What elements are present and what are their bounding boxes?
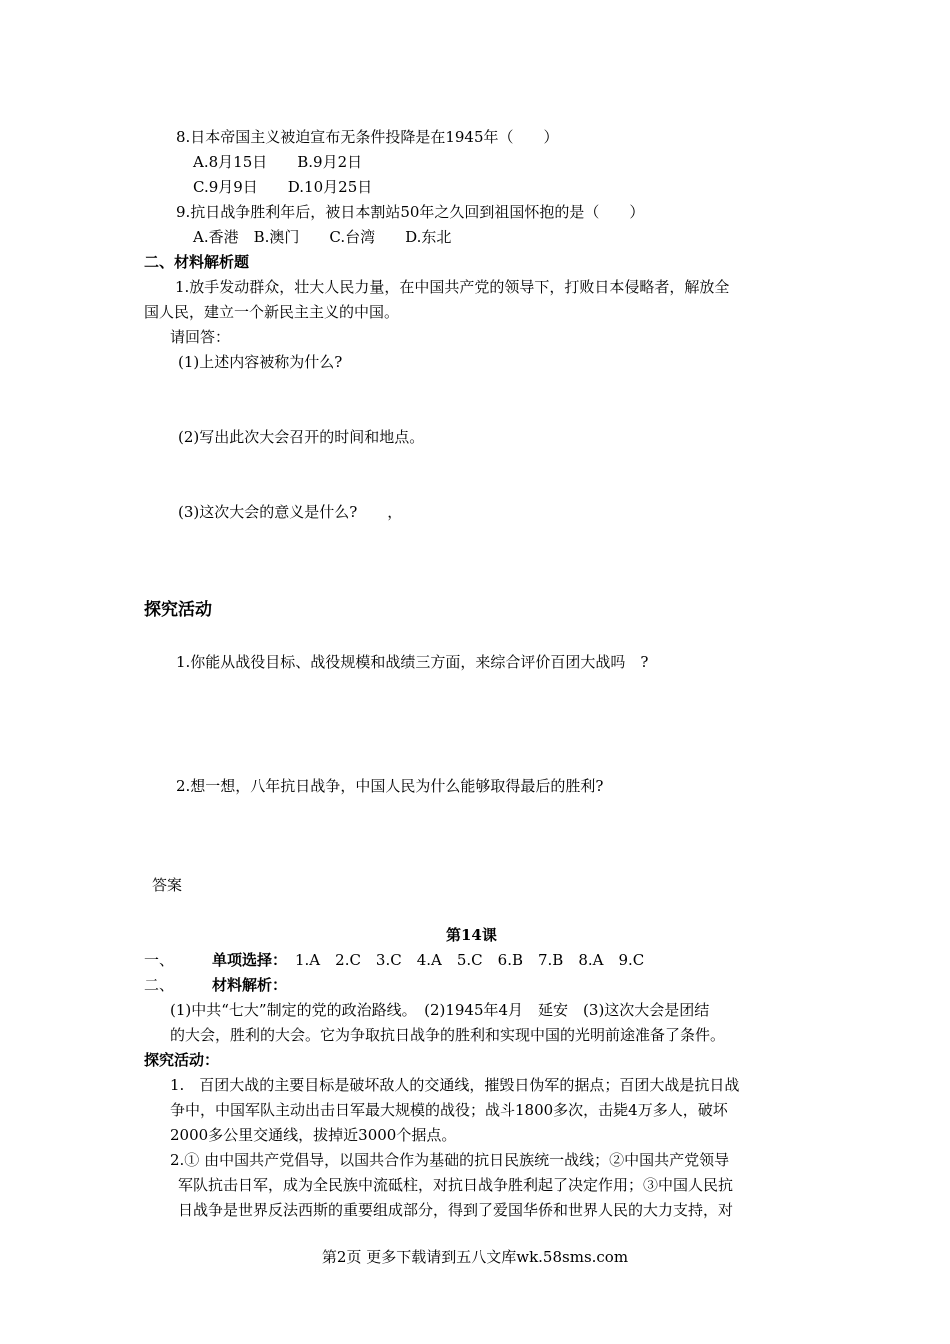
explore-question-1: 1.你能从战役目标、战役规模和战绩三方面，来综合评价百团大战吗 ? — [176, 653, 649, 671]
answer-explore-2-line2: 军队抗击日军，成为全民族中流砥柱，对抗日战争胜利起了决定作用；③中国人民抗 — [178, 1176, 734, 1194]
question-9-options: A.香港 B.澳门 C.台湾 D.东北 — [193, 228, 452, 246]
question-8-options-row2: C.9月9日 D.10月25日 — [193, 178, 373, 196]
answer-mc-values: 1.A 2.C 3.C 4.A 5.C 6.B 7.B 8.A 9.C — [295, 951, 645, 969]
material-passage-line1: 1.放手发动群众，壮大人民力量，在中国共产党的领导下，打败日本侵略者，解放全 — [175, 278, 730, 296]
page-footer: 第2页 更多下载请到五八文库wk.58sms.com — [321, 1248, 629, 1266]
question-8-options-row1: A.8月15日 B.9月2日 — [193, 153, 363, 171]
answer-material-line2: 的大会，胜利的大会。它为争取抗日战争的胜利和实现中国的光明前途准备了条件。 — [170, 1026, 726, 1044]
material-subquestion-2: (2)写出此次大会召开的时间和地点。 — [178, 428, 425, 446]
answer-explore-label: 探究活动： — [144, 1051, 220, 1069]
explore-question-2: 2.想一想，八年抗日战争，中国人民为什么能够取得最后的胜利? — [176, 777, 604, 795]
answer-explore-1-line3: 2000多公里交通线，拔掉近3000个据点。 — [170, 1126, 457, 1144]
answer-material-label: 材料解析： — [212, 976, 288, 994]
material-passage-line2: 国人民，建立一个新民主主义的中国。 — [144, 303, 400, 321]
lesson-title: 第14课 — [446, 926, 497, 944]
answers-label: 答案 — [152, 876, 183, 894]
material-prompt: 请回答： — [170, 328, 231, 346]
answer-mc-number: 一、 — [144, 951, 175, 969]
answer-material-number: 二、 — [144, 976, 175, 994]
material-subquestion-3: (3)这次大会的意义是什么? ， — [178, 503, 403, 521]
material-subquestion-1: (1)上述内容被称为什么? — [178, 353, 343, 371]
question-8-stem: 8.日本帝国主义被迫宣布无条件投降是在1945年（ ） — [176, 128, 559, 146]
answer-material-line1: (1)中共“七大”制定的党的政治路线。 (2)1945年4月 延安 (3)这次大会是团结 — [170, 1001, 710, 1019]
question-9-stem: 9.抗日战争胜利年后，被日本割站50年之久回到祖国怀抱的是（ ） — [176, 203, 645, 221]
explore-heading: 探究活动 — [144, 600, 212, 620]
answer-explore-1-line2: 争中，中国军队主动出击日军最大规模的战役；战斗1800多次，击毙4万多人，破坏 — [170, 1101, 728, 1119]
material-heading: 二、材料解析题 — [144, 253, 250, 271]
answer-explore-2-line1: 2.① 由中国共产党倡导，以国共合作为基础的抗日民族统一战线；②中国共产党领导 — [170, 1151, 730, 1169]
answer-mc-label: 单项选择： — [212, 951, 288, 969]
answer-explore-1-line1: 1. 百团大战的主要目标是破坏敌人的交通线，摧毁日伪军的据点；百团大战是抗日战 — [170, 1076, 740, 1094]
answer-explore-2-line3: 日战争是世界反法西斯的重要组成部分，得到了爱国华侨和世界人民的大力支持，对 — [178, 1201, 734, 1219]
